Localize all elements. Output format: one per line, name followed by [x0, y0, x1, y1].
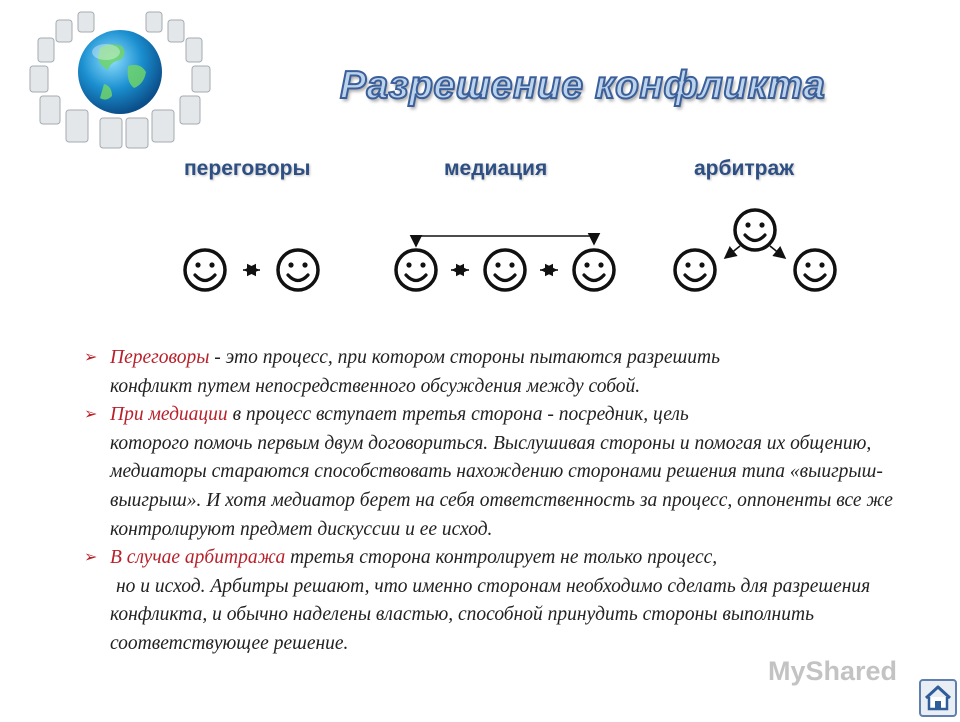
globe-with-chairs-icon — [20, 10, 220, 150]
bullet-text: третья сторона контролирует не только процесс, — [285, 547, 718, 569]
mediation-diagram — [396, 236, 614, 290]
smiley-icon — [675, 250, 715, 290]
home-button[interactable] — [919, 679, 957, 717]
bullet-text: - это процесс, при котором стороны пытаются разрешить — [209, 347, 720, 368]
smiley-icon — [574, 250, 614, 290]
arbitration-diagram — [675, 210, 835, 290]
body-text — [84, 344, 894, 659]
method-label-arbitration: арбитраж — [694, 157, 795, 180]
negotiation-diagram — [185, 250, 318, 290]
list-item — [84, 544, 894, 658]
method-label-negotiation: переговоры — [184, 157, 311, 180]
page-title: Разрешение конфликта — [340, 64, 826, 107]
term-negotiation: Переговоры — [110, 347, 210, 368]
watermark: MyShared — [768, 656, 898, 686]
term-arbitration: В случае арбитража — [110, 547, 286, 569]
list-item — [84, 344, 894, 401]
term-mediation: При медиации — [110, 404, 228, 426]
smiley-icon — [396, 250, 436, 290]
arrowhead-bullet-icon: ➢ — [84, 349, 98, 366]
smiley-icon — [485, 250, 525, 290]
list-item — [84, 401, 894, 544]
bullet-text-continued: но и исход. Арбитры решают, что именно сторонам необходимо сделать для разрешения конфликта, и обычно наделены властью, способной принудить стороны выполнить соответствующее решение. — [110, 575, 871, 654]
home-icon — [919, 679, 957, 717]
bullet-text-continued: конфликт путем непосредственного обсуждения между собой. — [110, 375, 641, 397]
arrowhead-bullet-icon: ➢ — [84, 406, 98, 424]
smiley-icon — [278, 250, 318, 290]
bullet-text: в процесс вступает третья сторона - посредник, цель — [227, 404, 689, 426]
smiley-icon — [735, 210, 775, 250]
arrowhead-bullet-icon: ➢ — [84, 549, 98, 567]
method-label-mediation: медиация — [444, 157, 548, 180]
smiley-icon — [185, 250, 225, 290]
bullet-text-continued: которого помочь первым двум договориться. Выслушивая стороны и помогая их общению, медиаторы стараются способствовать нахождению сторонами решения типа «выигрыш-выигрыш». И хотя медиатор берет на себя ответственность за процесс, оппоненты все же контролируют предмет дискуссии и ее исход. — [110, 432, 893, 540]
conflict-resolution-diagram — [160, 200, 890, 310]
smiley-icon — [795, 250, 835, 290]
